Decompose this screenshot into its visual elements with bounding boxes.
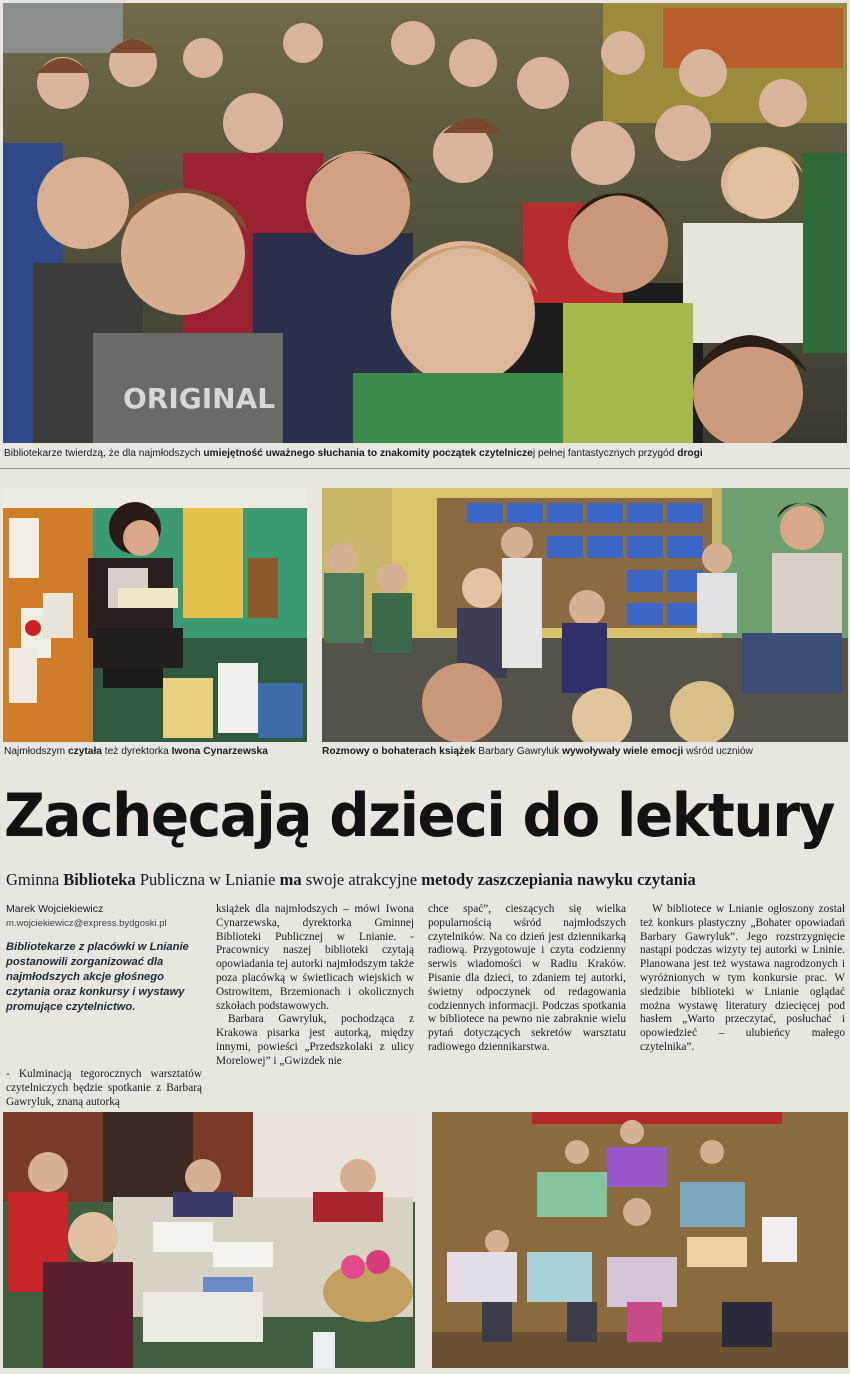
photo-classroom-children	[3, 3, 847, 443]
col1-paragraph: - Kulminacją tegorocznych warsztatów czytelniczych będzie spotkanie z Barbarą Gawryluk, znaną autorką	[6, 1068, 202, 1108]
left-part: czytała	[67, 746, 102, 757]
col2-paragraph-b: Barbara Gawryluk, pochodząca z Krakowa pisarka jest autorką, między innymi, powieści „Przedszkolaki z ulicy Morelowej” i „Gwizdek nie	[216, 1013, 414, 1067]
caption-right-photo	[322, 745, 753, 758]
photo-director-reading	[3, 488, 307, 742]
author-name: Marek Wojciekiewicz	[6, 903, 104, 915]
top-part: j pełnej fantastycznych przygód	[532, 448, 678, 459]
body-column-2	[216, 903, 414, 1069]
top-part: Bibliotekarze twierdzą, że dla najmłodszych	[4, 448, 204, 459]
divider	[0, 468, 850, 469]
lead-part: swoje atrakcyjne	[301, 870, 422, 889]
caption-left-photo	[4, 745, 268, 758]
caption-top	[4, 447, 703, 460]
left-part: też dyrektorka	[101, 746, 172, 757]
col3-paragraph: chce spać”, cieszących się wielka popularnością wśród najmłodszych czytelników. Na co dzień jest dziennikarką radiową. Przygotowuje i czyta codzienny serwis wiadomości w Radiu Kraków. Pisanie dla dzieci, to zdaniem tej autorki, świetny odpoczynek od redagowania codziennych informacji. Podczas spotkania w bibliotece na pewno nie zabraknie wielu pytań dotyczących sekretów warsztatu radiowego dziennikarstwa.	[428, 903, 626, 1053]
right-part: Rozmowy o bohaterach książek	[322, 746, 476, 757]
intro-text: Bibliotekarze z placówki w Lnianie postanowili zorganizować dla najmłodszych akcje głośnego czytania oraz konkursy i wystawy promujące czytelnictwo.	[6, 941, 189, 1013]
col2-paragraph: książek dla najmłodszych – mówi Iwona Cynarzewska, dyrektorka Gminnej Biblioteki Publicznej w Lnianie. - Pracownicy naszej biblioteki czytają opowiadania tej autorki najmłodszym także poza placówką w świetlicach wiejskich w Ostrowitem, Brzemionach i okolicznych szkołach podstawowych.	[216, 903, 414, 1012]
body-column-3	[428, 903, 626, 1055]
lead-part: Gminna	[6, 870, 64, 889]
lead-part: Biblioteka	[63, 870, 136, 889]
svg-text:ORIGINAL: ORIGINAL	[123, 382, 276, 415]
author-email: m.wojciekiewicz@express.bydgoski.pl	[6, 918, 167, 929]
left-part: Najmłodszym	[4, 746, 68, 757]
top-part: umiejętność uważnego słuchania to znakomity początek czytelnicze	[203, 448, 533, 459]
lead-part: ma	[279, 870, 302, 889]
top-part: drogi	[677, 448, 703, 459]
photo-children-discussion	[322, 488, 848, 742]
photo-children-artworks	[432, 1112, 848, 1368]
col4-paragraph: W bibliotece w Lnianie ogłoszony został też konkurs plastyczny „Bohater opowiadań Barbary Gawryluk”. Jego rozstrzygnięcie nastąpi podczas wizyty tej autorki w Lninie. Planowana jest też wystawa nagrodzonych i wyróżnionych w tym konkursie prac. W siedzibie biblioteki w Lnianie oglądać można wystawę literatury dziecięcej pod hasłem „Warto przeczytać, posłuchać i opowiedzieć – ulubieńcy małego czytelnika”.	[640, 903, 845, 1053]
right-part: Barbary Gawryluk	[475, 746, 563, 757]
headline: Zachęcają dzieci do lektury	[4, 781, 834, 851]
lead-part: metody zaszczepiania nawyku czytania	[421, 870, 696, 889]
lead-part: Publiczna w Lnianie	[135, 870, 280, 889]
body-column-4	[640, 903, 845, 1055]
right-part: wśród uczniów	[683, 746, 753, 757]
lead-paragraph	[6, 870, 846, 890]
photo-children-drawing	[3, 1112, 415, 1368]
body-column-1	[6, 1068, 202, 1109]
left-part: Iwona Cynarzewska	[171, 746, 268, 757]
right-part: wywoływały wiele emocji	[562, 746, 684, 757]
